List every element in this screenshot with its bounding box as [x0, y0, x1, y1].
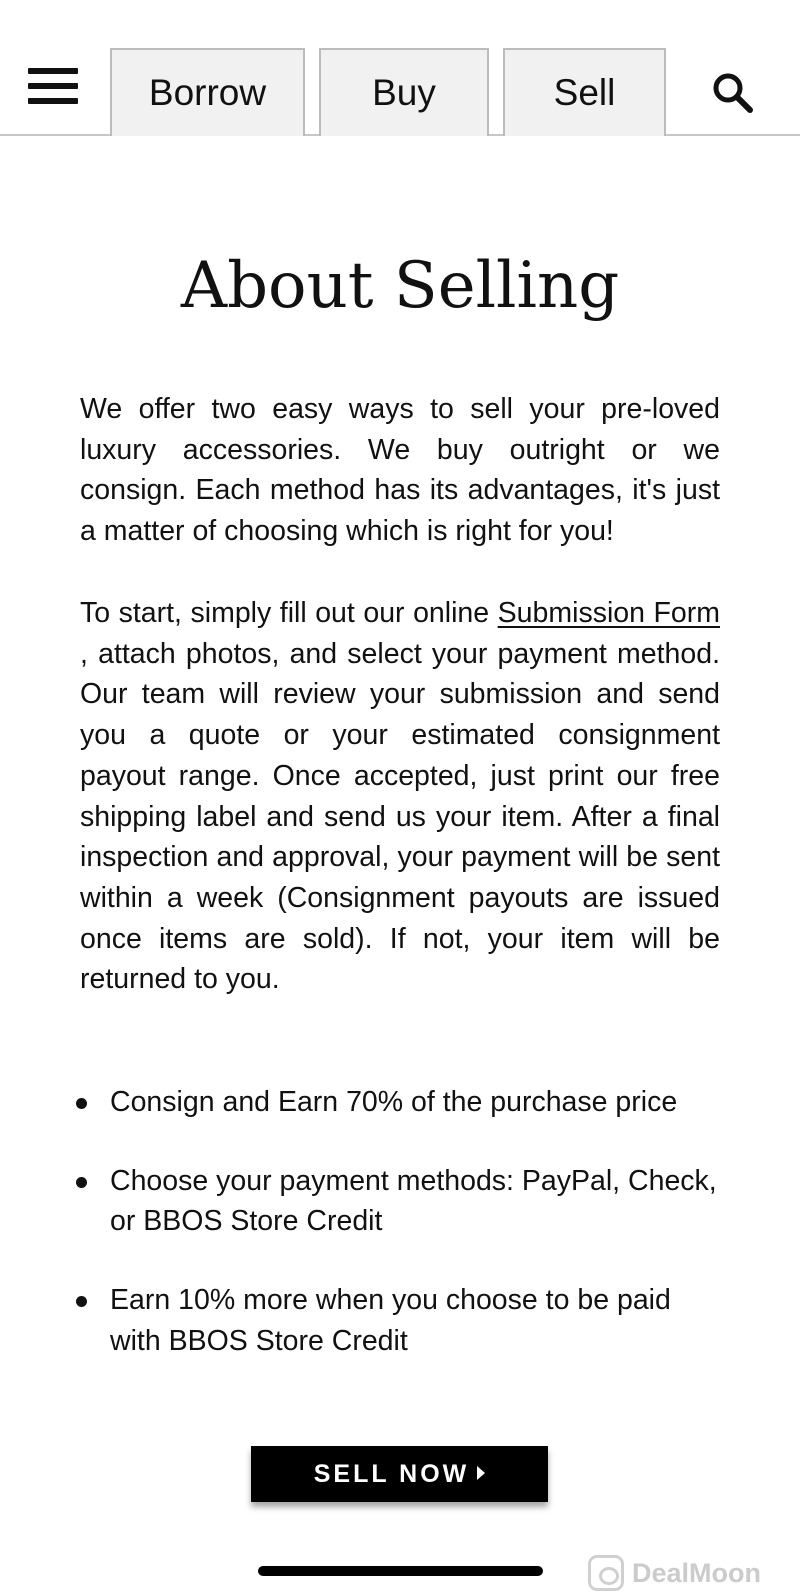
tab-buy[interactable] [319, 48, 489, 136]
process-paragraph [80, 593, 720, 1000]
list-item: Choose your payment methods: PayPal, Check, or BBOS Store Credit [80, 1161, 720, 1242]
top-nav-bar [0, 0, 800, 136]
search-icon[interactable] [710, 70, 756, 116]
hamburger-menu-icon[interactable] [28, 68, 78, 106]
home-indicator [258, 1566, 543, 1576]
page-title: About Selling [180, 249, 620, 323]
submission-form-link[interactable]: Submission Form [497, 597, 720, 629]
watermark [588, 1555, 761, 1591]
tab-sell-label: Sell [553, 72, 616, 113]
benefits-list [80, 1082, 720, 1400]
process-text-after-link: , attach photos, and select your payment method. Our team will review your submission and send you a quote or your estimated consignment payout range. Once accepted, just print our free shipping label and send us your item. After a final inspection and approval, your payment will be sent within a week (Consignment payouts are issued once items are sold). If not, your item will be returned to you. [80, 637, 720, 996]
list-item: Consign and Earn 70% of the purchase price [80, 1082, 720, 1123]
sell-now-label: SELL NOW [313, 1459, 470, 1488]
intro-paragraph: We offer two easy ways to sell your pre-loved luxury accessories. We buy outright or we consign. Each method has its advantages, it's just a matter of choosing which is right for you! [80, 393, 720, 548]
process-text-before-link: To start, simply fill out our online [80, 597, 498, 629]
tab-borrow-label: Borrow [148, 72, 267, 113]
list-item: Earn 10% more when you choose to be paid with BBOS Store Credit [80, 1280, 720, 1361]
caret-right-icon [477, 1466, 485, 1480]
tab-sell[interactable] [503, 48, 666, 136]
dealmoon-logo-icon [588, 1555, 624, 1591]
watermark-text: DealMoon [632, 1557, 762, 1588]
tab-borrow[interactable] [110, 48, 305, 136]
tab-buy-label: Buy [372, 72, 436, 113]
sell-now-button[interactable] [251, 1446, 548, 1502]
